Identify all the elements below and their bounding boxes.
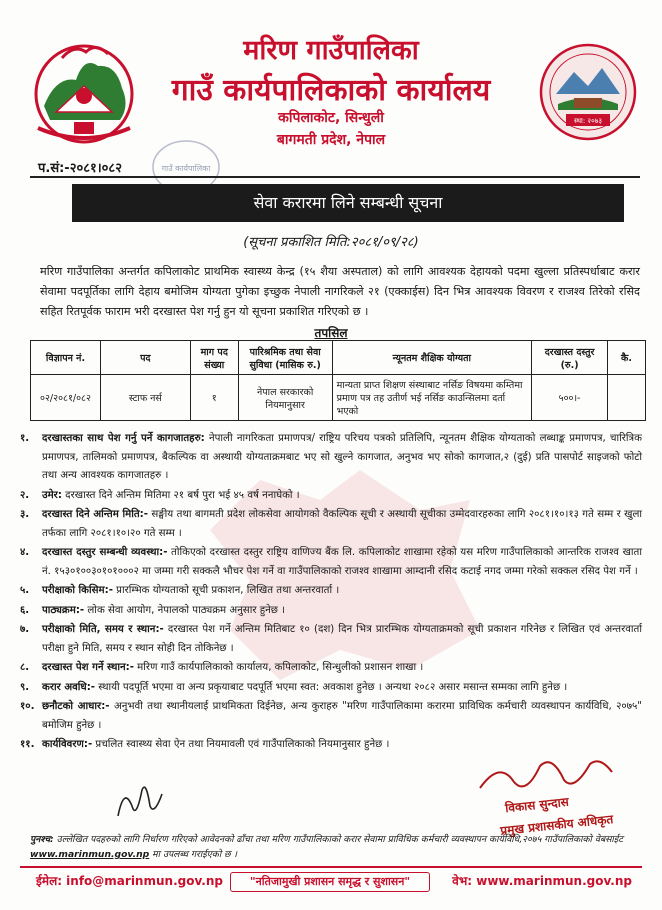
clause-text: स्थायी पदपूर्ति भएमा वा अन्य प्रकृयाबाट पदपूर्ति भएमा स्वत: अवकाश हुनेछ । अन्यथा २०८२ असार मसान्त सम्मका लागि हुनेछ । — [95, 681, 568, 693]
table-header-row — [31, 341, 646, 375]
list-item — [20, 544, 642, 581]
clause-number: १. — [20, 433, 30, 444]
notice-title-banner: सेवा करारमा लिने सम्बन्धी सूचना — [72, 184, 624, 222]
clause-text: दरखास्त पेश गर्ने अन्तिम मितिबाट १० (दश) दिन भित्र प्रारम्भिक योग्यताक्रमको सूची प्रकाशन गरिनेछ र लिखित एवं अन्तरवार्ता परीक्षा हुने मिति, समय र स्थान सोही दिन तोकिनेछ । — [42, 624, 642, 654]
clause-label: कार्यविवरण:- — [42, 739, 93, 750]
clause-number: ७. — [20, 624, 30, 635]
cell-position: स्टाफ नर्स — [100, 375, 190, 421]
list-item — [20, 698, 642, 735]
footer-email[interactable]: ईमेल: info@marinmun.gov.np — [36, 874, 223, 888]
cell-vacancy-count: १ — [190, 375, 238, 421]
list-item — [20, 621, 642, 658]
cell-remarks — [608, 375, 646, 421]
svg-text:स्था: २०७३: स्था: २०७३ — [573, 117, 603, 125]
table-row — [31, 375, 646, 421]
col-remarks: कै. — [608, 341, 646, 375]
clause-label: दरखास्तका साथ पेश गर्नु पर्ने कागजातहरु: — [42, 433, 205, 444]
list-item — [20, 487, 642, 506]
list-item — [20, 659, 642, 678]
svg-text:गाउँ कार्यपालिका: गाउँ कार्यपालिका — [161, 164, 211, 173]
clause-text: तोकिएको दरखास्त दस्तुर राष्ट्रिय वाणिज्य बैंक लि. कपिलाकोट शाखामा रहेको यस मरिण गाउँपालिकाको आन्तरिक राजश्व खाता नं. १५३०१००३०१०१०००२ मा जम्मा गरी सक्कलै भौचर पेश गर्ने वा गाउँपालिकाको राजश्व शाखामा आम्दानी रसिद कटाई नगद जम्मा गरेको सक्कल रसिद पेश गर्ने । — [42, 547, 643, 577]
clause-label: दरखास्त दस्तुर सम्बन्धी व्यवस्था:- — [42, 547, 168, 558]
list-item — [20, 679, 642, 698]
officer-title: प्रमुख प्रशासकीय अधिकृत — [499, 812, 614, 838]
note-label: पुनश्च: — [30, 834, 54, 845]
clause-number: ३. — [20, 509, 30, 520]
clause-number: ९. — [20, 681, 30, 693]
clause-text: प्रारम्भिक योग्यताको सूची प्रकाशन, लिखित तथा अन्तरवार्ता । — [112, 585, 340, 596]
address-line-2: बागमती प्रदेश, नेपाल — [276, 132, 386, 148]
clause-number: ११. — [20, 739, 35, 750]
clause-label: परीक्षाको किसिम:- — [42, 585, 113, 596]
clause-number: ५. — [20, 585, 30, 596]
officer-name: विकास सुन्दास — [504, 794, 570, 816]
list-item — [20, 582, 642, 601]
clause-label: दरखास्त दिने अन्तिम मिति:- — [42, 509, 148, 520]
clause-number: ४. — [20, 547, 30, 558]
publication-date: (सूचना प्रकाशित मिति:२०८१/०९/२८) — [243, 235, 419, 250]
footer-website[interactable]: वेभ: www.marinmun.gov.np — [452, 874, 632, 888]
cell-qualification: मान्यता प्राप्त शिक्षण संस्थाबाट नर्सिङ विषयमा कम्तिमा प्रमाण पत्र तह उतीर्ण भई नर्सिङ काउन्सिलमा दर्ता भएको — [332, 375, 532, 421]
clause-text: सङ्घीय तथा बागमती प्रदेश लोकसेवा आयोगको वैकल्पिक सूची र अस्थायी सूचीका उम्मेदवारहरुका लागि २०८१।१०।१३ गते सम्म र खुला तर्फका लागि २०८१।१०।२० गते सम्म । — [42, 509, 642, 539]
cell-salary: नेपाल सरकारको नियमानुसार — [238, 375, 332, 421]
col-qualification: न्यूनतम शैक्षिक योग्यता — [332, 341, 532, 375]
clause-number: ८. — [20, 662, 30, 673]
clause-text: नेपाली नागरिकता प्रमाणपत्र/ राष्ट्रिय परिचय पत्रको प्रतिलिपि, न्यूनतम शैक्षिक योग्यताको लब्धाङ्क प्रमाणपत्र, चारित्रिक प्रमाणपत्र, तालिमको प्रमाणपत्र, बैकल्पिक वा अस्थायी योग्यताक्रमबाट भए सो खुल्ने कागजात, अनुभव भए सोको कागजात,२ (दुई) प्रति पासपोर्ट साइजको फोटो तथा अन्य आवश्यक कागजातहरु । — [42, 433, 642, 481]
postscript-note — [30, 832, 640, 862]
cell-ad-number: ०२/२०८१/०८२ — [31, 375, 101, 421]
clause-label: करार अवधि:- — [42, 681, 95, 693]
website-link[interactable]: www.marinmun.gov.np — [30, 849, 150, 860]
list-item — [20, 430, 642, 486]
clause-number: १०. — [20, 701, 35, 712]
vacancy-table — [30, 340, 646, 421]
clause-label: उमेर: — [42, 489, 62, 501]
cell-fee: ५००।- — [532, 375, 608, 421]
clause-number: २. — [20, 489, 30, 501]
clause-label: दरखास्त पेश गर्ने स्थान:- — [42, 662, 134, 673]
office-name: गाउँ कार्यपालिकाको कार्यालय — [171, 73, 491, 108]
conditions-list — [20, 430, 642, 756]
note-text: उल्लेखित पदहरुको लागि निर्धारण गरिएको आवेदनको ढाँचा तथा मरिण गाउँपालिकाको करार सेवामा प्राविधिक कर्मचारी व्यवस्थापन कार्यविधि,२०७५ गाउँपालिकाको वेबसाईट — [53, 834, 623, 845]
details-heading: तपसिल — [314, 326, 348, 340]
clause-label: परीक्षाको मिति, समय र स्थान:- — [42, 624, 164, 635]
clause-text: लोक सेवा आयोग, नेपालको पाठ्यक्रम अनुसार हुनेछ । — [84, 604, 286, 616]
clause-label: छनौटको आधार:- — [42, 701, 110, 712]
header-divider — [30, 176, 640, 178]
col-ad-number: विज्ञापन नं. — [31, 341, 101, 375]
col-fee: दरखास्त दस्तुर (रु.) — [532, 341, 608, 375]
intro-paragraph: मरिण गाउँपालिका अन्तर्गत कपिलाकोट प्राथमिक स्वास्थ्य केन्द्र (१५ शैया अस्पताल) को लागि आवश्यक देहायको पदमा खुल्ला प्रतिस्पर्धाबाट करार सेवामा पदपूर्तिका लागि देहाय बमोजिम योग्यता पुगेका इच्छुक नेपाली नागरिकले २१ (एक्काईस) दिन भित्र आवश्यक विवरण र राजश्व तिरेको रसिद सहित रितपूर्वक फाराम भरी दरखास्त पेश गर्नु हुन यो सूचना प्रकाशित गरिएको छ । — [40, 265, 640, 318]
clause-text: मरिण गाउँ कार्यपालिकाको कार्यालय, कपिलाकोट, सिन्धुलीको प्रशासन शाखा । — [133, 662, 424, 673]
clause-text: अनुभवी तथा स्थानीयलाई प्राथमिकता दिईनेछ, अन्य कुराहरु "मरिण गाउँपालिकामा करारमा प्राविधिक कर्मचारी व्यवस्थापन कार्यविधि, २०७५" बमोजिम हुनेछ । — [42, 701, 642, 731]
footer — [20, 872, 642, 894]
address-line-1: कपिलाकोट, सिन्धुली — [278, 110, 384, 126]
list-item — [20, 506, 642, 543]
col-vacancy-count: माग पद संख्या — [190, 341, 238, 375]
note-after: मा उपलब्ध गराईएको छ । — [149, 849, 238, 860]
signature-left-icon — [110, 776, 170, 826]
clause-number: ६. — [20, 604, 30, 616]
footer-slogan: "नतिजामुखी प्रशासन समृद्ध र सुशासन" — [230, 872, 430, 892]
clause-label: पाठ्यक्रम:- — [42, 604, 85, 616]
reference-number: प.सं:-२०८१।०८२ — [38, 161, 122, 176]
col-salary: पारिश्रमिक तथा सेवा सुविधा (मासिक रु.) — [238, 341, 332, 375]
col-position: पद — [100, 341, 190, 375]
list-item — [20, 602, 642, 621]
footer-divider — [20, 866, 642, 868]
clause-text: दरखास्त दिने अन्तिम मितिमा २१ बर्ष पुरा भई ४५ वर्ष ननाघेको । — [61, 489, 300, 501]
clause-text: प्रचलित स्वास्थ्य सेवा ऐन तथा नियमावली एवं गाउँपालिकाको नियमानुसार हुनेछ । — [92, 739, 390, 750]
municipality-name: मरिण गाउँपालिका — [243, 35, 419, 66]
